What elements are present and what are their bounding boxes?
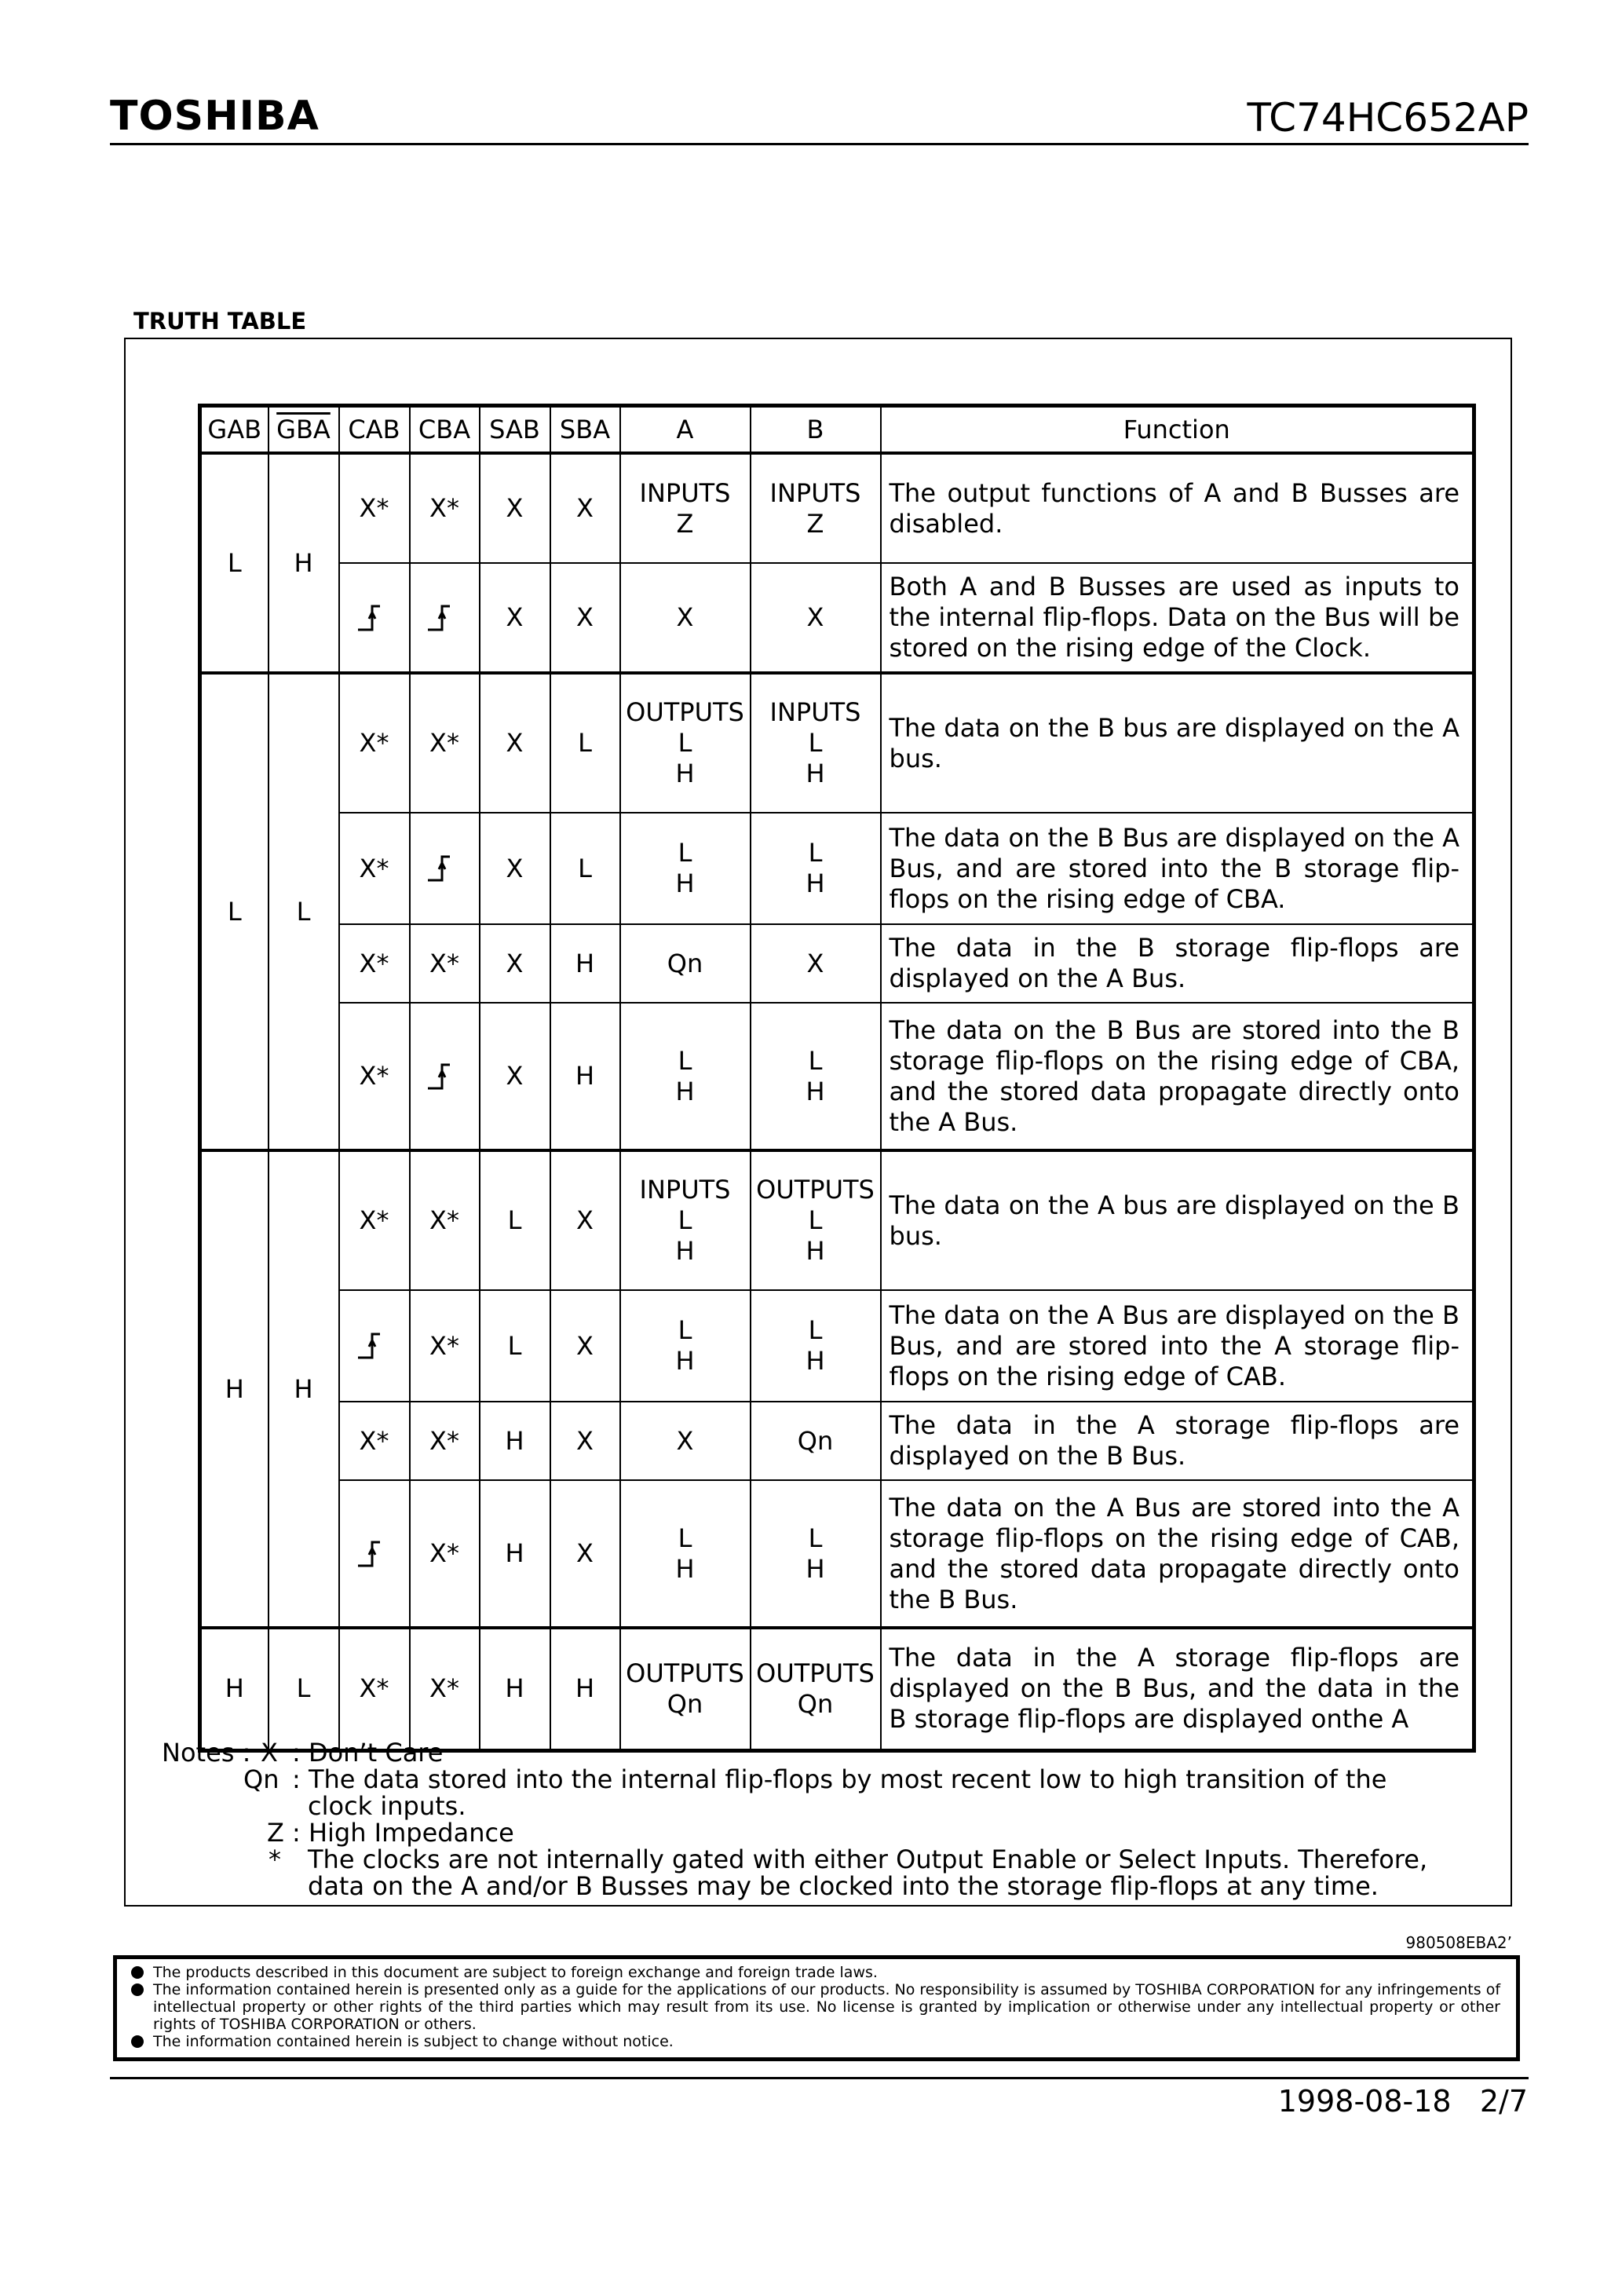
disclaimer-item	[131, 1964, 1500, 1981]
cell-b-line: H	[806, 1236, 825, 1266]
cell-sab: L	[480, 1150, 550, 1290]
table-row	[200, 673, 1474, 813]
note-z-symbol: Z	[267, 1818, 284, 1848]
cell-cab: X*	[339, 1628, 410, 1750]
cell-sab: H	[480, 1402, 550, 1480]
cell-a-line: INPUTS	[639, 477, 731, 508]
rising-edge-icon	[411, 854, 479, 883]
cell-b-line: Qn	[797, 1425, 834, 1456]
table-row	[200, 1402, 1474, 1480]
cell-sab: X	[480, 453, 550, 563]
page-number: 2/7	[1479, 2084, 1528, 2119]
note-star-text-2: data on the A and/or B Busses may be clocked into the storage flip-flops at any time.	[308, 1871, 1379, 1901]
cell-b	[751, 924, 881, 1003]
notes-label: Notes :	[162, 1738, 251, 1768]
cell-a-line: INPUTS	[639, 1175, 731, 1205]
note-qn-cont	[162, 1793, 1465, 1819]
bullet-icon	[131, 1966, 144, 1979]
cell-b	[751, 1003, 881, 1150]
cell-b	[751, 1402, 881, 1480]
cell-b-line: OUTPUTS	[756, 1175, 875, 1205]
document-code: 980508EBA2’	[1405, 1933, 1512, 1952]
cell-a-line: OUTPUTS	[626, 697, 744, 727]
cell-function: The data on the A Bus are displayed on the B Bus, and are stored into the A storage flip-flops on the rising edge of CAB.	[881, 1290, 1474, 1402]
cell-a-line: Qn	[667, 948, 703, 978]
header-a: A	[620, 406, 751, 454]
section-title: TRUTH TABLE	[133, 308, 307, 335]
cell-b-line: H	[806, 1346, 825, 1376]
cell-b	[751, 563, 881, 673]
cell-sab: X	[480, 563, 550, 673]
truth-table	[198, 404, 1476, 1753]
cell-b-line: L	[808, 1523, 823, 1553]
table-row	[200, 453, 1474, 563]
cell-cab: X*	[339, 813, 410, 924]
cell-cba	[410, 813, 480, 924]
cell-b-line: X	[806, 948, 824, 978]
cell-b-line: H	[806, 868, 825, 898]
cell-gba: L	[269, 1628, 339, 1750]
cell-a	[620, 1628, 751, 1750]
cell-sab: X	[480, 924, 550, 1003]
note-qn-symbol: Qn	[243, 1764, 279, 1794]
cell-gab: H	[200, 1150, 269, 1628]
cell-cab: X*	[339, 924, 410, 1003]
table-row	[200, 1003, 1474, 1150]
cell-a	[620, 1402, 751, 1480]
cell-b-line: Z	[806, 508, 824, 539]
cell-a	[620, 1003, 751, 1150]
table-row	[200, 924, 1474, 1003]
cell-b	[751, 1480, 881, 1628]
disclaimer-item	[131, 1981, 1500, 2033]
cell-a-line: L	[678, 728, 692, 758]
header-gba: $\overline{GBA}$	[269, 406, 339, 454]
cell-sba: X	[550, 453, 620, 563]
cell-function: Both A and B Busses are used as inputs to the internal flip-flops. Data on the Bus will be stored on the rising edge of the Clock.	[881, 563, 1474, 673]
cell-a-line: L	[678, 1315, 692, 1345]
cell-function: The data in the B storage flip-flops are displayed on the A Bus.	[881, 924, 1474, 1003]
rising-edge-icon	[340, 1539, 409, 1569]
disclaimer-item	[131, 2033, 1500, 2050]
table-row	[200, 813, 1474, 924]
cell-cba: X*	[410, 453, 480, 563]
header-sab: SAB	[480, 406, 550, 454]
table-row	[200, 563, 1474, 673]
cell-a	[620, 453, 751, 563]
cell-function: The data in the A storage flip-flops are displayed on the B Bus, and the data in the B storage flip-flops are displayed onthe A	[881, 1628, 1474, 1750]
header-function: Function	[881, 406, 1474, 454]
cell-b-line: Qn	[797, 1688, 834, 1719]
cell-cba: X*	[410, 1150, 480, 1290]
table-row	[200, 1290, 1474, 1402]
cell-b-line: L	[808, 838, 823, 868]
cell-b-line: H	[806, 1553, 825, 1584]
cell-a-line: Qn	[667, 1688, 703, 1719]
cell-cba: X*	[410, 1402, 480, 1480]
cell-cab: X*	[339, 1003, 410, 1150]
note-star-text-1: The clocks are not internally gated with either Output Enable or Select Inputs. Therefore,	[308, 1844, 1428, 1874]
cell-cab: X*	[339, 673, 410, 813]
note-x-symbol: X	[261, 1738, 278, 1768]
cell-function: The data in the A storage flip-flops are displayed on the B Bus.	[881, 1402, 1474, 1480]
cell-sab: X	[480, 1003, 550, 1150]
cell-sab: L	[480, 1290, 550, 1402]
disclaimer-text: The information contained herein is subject to change without notice.	[153, 2033, 674, 2050]
bullet-icon	[131, 1983, 144, 1996]
cell-cba	[410, 563, 480, 673]
note-star-cont	[162, 1873, 1465, 1899]
note-star	[162, 1846, 1465, 1873]
cell-sba: H	[550, 924, 620, 1003]
cell-b-line: L	[808, 728, 823, 758]
cell-b	[751, 453, 881, 563]
rising-edge-icon	[411, 1062, 479, 1091]
cell-b	[751, 1628, 881, 1750]
cell-b	[751, 1290, 881, 1402]
cell-cab	[339, 563, 410, 673]
notes	[162, 1739, 1465, 1899]
cell-gba: H	[269, 453, 339, 673]
rising-edge-icon	[340, 1331, 409, 1361]
cell-a-line: L	[678, 1205, 692, 1235]
cell-function: The data on the B bus are displayed on the A bus.	[881, 673, 1474, 813]
cell-gba: L	[269, 673, 339, 1150]
page-header	[110, 94, 1529, 145]
cell-cba: X*	[410, 924, 480, 1003]
rising-edge-icon	[340, 603, 409, 633]
disclaimer-text: The information contained herein is presented only as a guide for the applications of our products. No responsibility is assumed by TOSHIBA CORPORATION for any infringements of intellectual property or other rights of the third parties which may result from its use. No license is granted by implication or otherwise under any intellectual property or other rights of TOSHIBA CORPORATION or others.	[153, 1981, 1501, 2033]
cell-sba: H	[550, 1628, 620, 1750]
header-cab: CAB	[339, 406, 410, 454]
cell-b-line: INPUTS	[769, 477, 861, 508]
cell-cba: X*	[410, 673, 480, 813]
cell-a-line: H	[675, 759, 695, 788]
header-gab: GAB	[200, 406, 269, 454]
cell-b-line: L	[808, 1045, 823, 1076]
cell-a	[620, 673, 751, 813]
cell-cba: X*	[410, 1628, 480, 1750]
header-cba: CBA	[410, 406, 480, 454]
cell-function: The data on the A Bus are stored into the A storage flip-flops on the rising edge of CAB, and the stored data propagate directly onto the B Bus.	[881, 1480, 1474, 1628]
cell-a-line: X	[676, 602, 694, 632]
cell-a-line: L	[678, 838, 692, 868]
cell-a	[620, 1480, 751, 1628]
cell-a-line: OUTPUTS	[626, 1658, 744, 1688]
page-footer	[1278, 2084, 1528, 2119]
cell-sba: X	[550, 563, 620, 673]
cell-sab: X	[480, 673, 550, 813]
cell-function: The data on the A bus are displayed on the B bus.	[881, 1150, 1474, 1290]
cell-b-line: X	[806, 602, 824, 632]
cell-a	[620, 924, 751, 1003]
cell-sab: X	[480, 813, 550, 924]
cell-function: The data on the B Bus are displayed on the A Bus, and are stored into the B storage flip-flops on the rising edge of CBA.	[881, 813, 1474, 924]
cell-b-line: L	[808, 1205, 823, 1235]
header-b: B	[751, 406, 881, 454]
cell-cab: X*	[339, 453, 410, 563]
cell-b	[751, 1150, 881, 1290]
cell-a	[620, 563, 751, 673]
truth-table-body	[200, 453, 1474, 1750]
cell-cab	[339, 1480, 410, 1628]
note-qn-text-1: : The data stored into the internal flip-flops by most recent low to high transition of the	[292, 1764, 1387, 1794]
cell-a-line: Z	[676, 508, 694, 539]
cell-sab: H	[480, 1628, 550, 1750]
cell-a	[620, 1150, 751, 1290]
cell-gab: H	[200, 1628, 269, 1750]
cell-a-line: X	[676, 1425, 694, 1456]
note-z	[162, 1819, 1465, 1846]
cell-cba: X*	[410, 1480, 480, 1628]
note-qn-text-2: clock inputs.	[308, 1791, 466, 1821]
cell-sba: X	[550, 1402, 620, 1480]
bullet-icon	[131, 2035, 144, 2048]
cell-b-line: H	[806, 759, 825, 788]
cell-function: The output functions of A and B Busses are disabled.	[881, 453, 1474, 563]
cell-cba	[410, 1003, 480, 1150]
cell-gab: L	[200, 453, 269, 673]
cell-b	[751, 673, 881, 813]
cell-a-line: H	[675, 1553, 695, 1584]
cell-cab: X*	[339, 1150, 410, 1290]
cell-sba: X	[550, 1290, 620, 1402]
footer-date: 1998-08-18	[1277, 2084, 1452, 2119]
cell-a-line: H	[675, 1076, 695, 1106]
cell-a-line: H	[675, 868, 695, 898]
cell-sab: H	[480, 1480, 550, 1628]
cell-sba: L	[550, 673, 620, 813]
cell-a-line: H	[675, 1236, 695, 1266]
note-star-symbol: *	[269, 1844, 281, 1874]
cell-sba: H	[550, 1003, 620, 1150]
cell-a-line: H	[675, 1346, 695, 1376]
rising-edge-icon	[411, 603, 479, 633]
header-sba: SBA	[550, 406, 620, 454]
cell-sba: X	[550, 1480, 620, 1628]
cell-function: The data on the B Bus are stored into the B storage flip-flops on the rising edge of CBA, and the stored data propagate directly onto the A Bus.	[881, 1003, 1474, 1150]
cell-cba: X*	[410, 1290, 480, 1402]
cell-b	[751, 813, 881, 924]
cell-b-line: INPUTS	[769, 697, 861, 727]
disclaimer-box	[113, 1955, 1520, 2061]
cell-a	[620, 1290, 751, 1402]
brand-logo: TOSHIBA	[110, 93, 320, 140]
cell-a-line: L	[678, 1045, 692, 1076]
note-z-text: : High Impedance	[292, 1818, 514, 1848]
cell-a	[620, 813, 751, 924]
cell-sba: L	[550, 813, 620, 924]
table-header-row	[200, 406, 1474, 454]
cell-a-line: L	[678, 1523, 692, 1553]
cell-cab	[339, 1290, 410, 1402]
table-row	[200, 1480, 1474, 1628]
cell-b-line: OUTPUTS	[756, 1658, 875, 1688]
footer-rule	[110, 2077, 1529, 2079]
cell-cab: X*	[339, 1402, 410, 1480]
part-number: TC74HC652AP	[1247, 95, 1529, 141]
disclaimer-text: The products described in this document are subject to foreign exchange and foreign trade laws.	[153, 1964, 878, 1981]
table-row	[200, 1150, 1474, 1290]
cell-sba: X	[550, 1150, 620, 1290]
note-x-text: : Don’t Care	[292, 1738, 444, 1768]
cell-gab: L	[200, 673, 269, 1150]
cell-b-line: L	[808, 1315, 823, 1345]
note-x	[162, 1739, 1465, 1766]
cell-b-line: H	[806, 1076, 825, 1106]
cell-gba: H	[269, 1150, 339, 1628]
table-row	[200, 1628, 1474, 1750]
note-qn	[162, 1766, 1465, 1793]
